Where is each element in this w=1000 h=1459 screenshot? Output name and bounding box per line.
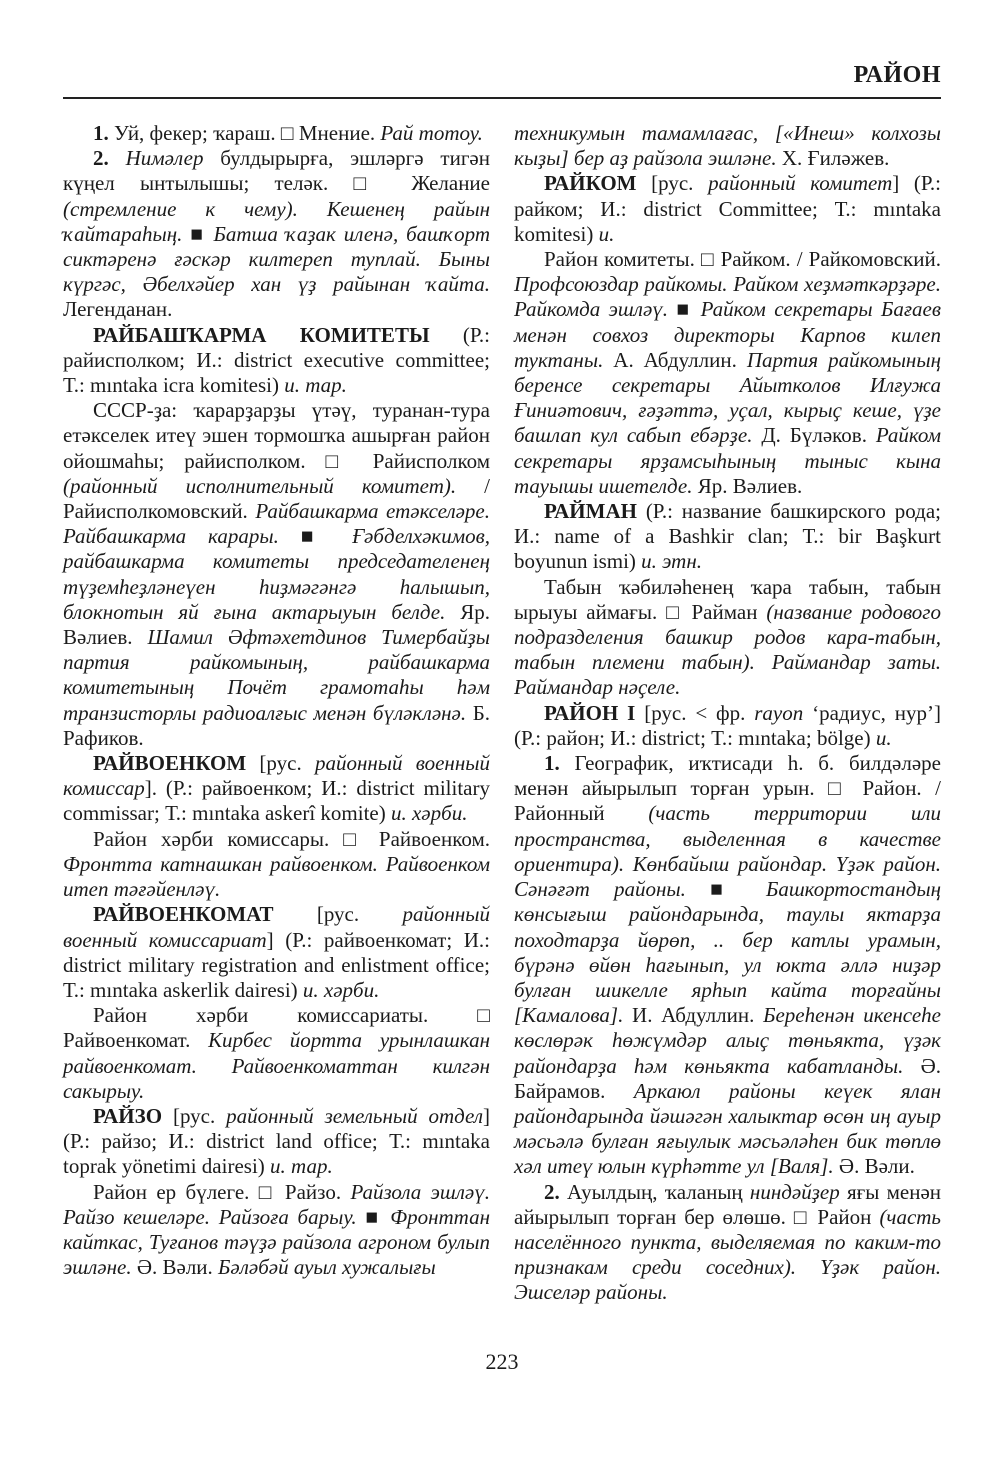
italic-run: ниндәйҙер [749, 1179, 840, 1204]
italic-run: Райбашкарма етәкселәре. Райбашкарма карары. [63, 499, 491, 549]
text-run: Д. Бүләков. [752, 423, 876, 448]
italic-run: Рай тотоу. [380, 121, 483, 145]
italic-run: районный военный комиссариат [63, 902, 490, 952]
text-run: Район комитеты. □ Райком. / Райкомовский. [544, 247, 941, 272]
text-run: Район хәрби комиссариаты. □ Райвоенкомат. [63, 1003, 490, 1053]
text-run: ■ [182, 221, 214, 246]
raybashkarma-definition [63, 398, 490, 751]
header-rule [63, 97, 941, 99]
italic-run: Кирбес йортта урынлашкан райвоенкомат. Райвоенкоматтан килгән сакырыу. [63, 1028, 490, 1103]
italic-run: Партия райкомының беренсе секретары Айытколов Илғужа Ғиниәтович, ғәҙәттә, уҫал, кырыҫ кеше, үҙе башлап кул сабып ебәрҙе. [514, 347, 941, 448]
italic-run: и. [598, 221, 615, 246]
bold-run: 2. [544, 1179, 560, 1204]
bold-run: РАЙОН I [544, 700, 636, 725]
rayzo-definition [63, 1180, 490, 1281]
text-run: булдырырға, эшләргә тигән күңел ынтылышы; теләк. □ Желание [63, 146, 490, 196]
bold-run: РАЙВОЕНКОМ [93, 751, 247, 776]
text-run: А. Абдуллин. [603, 347, 747, 372]
italic-run: Райзола эшләү. Райзо кешеләре. Райзоға барыу. [63, 1179, 490, 1229]
sense-2 [63, 146, 490, 322]
text-run: ] (Р.: райвоенкомат; И.: district military registration and enlistment office; Т.: mıntaka askerlik dairesi) [63, 927, 490, 1002]
text-run: ] (Р.: райком; И.: district Committee; Т.: mıntaka komitesi) [514, 171, 941, 246]
text-run: [рус. < фр. [635, 700, 755, 725]
bold-run: РАЙЗО [93, 1103, 163, 1128]
italic-run: Аркаюл районы кеүек ялан райондарында йәшәгән халыктар өсөн иң ауыр мәсьәлә булған яғыулык мәсьәләһен бик төплө хәл итеү юлын күрһәтте ул [Валя]. [514, 1078, 941, 1179]
italic-run: (часть территории или пространства, выделенная в качестве ориентира). Көнбайыш райондар. Үҙәк район. Сәнәғәт районы. [514, 801, 941, 902]
italic-run: (стремление к чему). Кешенең райын ҡайтараһың. [63, 196, 490, 246]
entry-rayzo [63, 1104, 490, 1180]
text-run: ■ [668, 297, 701, 322]
text-run: ]. (Р.: райвоенком; И.: district military commissar; Т.: mıntaka askerî komite) [63, 776, 490, 826]
italic-run: Ғәбделхәкимов, райбашкарма комитеты председателенең түҙемһеҙләнеүен һиҙмәгәнгә һалышып, блокнотын яй ғына актарыуын белде. [63, 524, 491, 624]
rayman-definition [514, 575, 941, 701]
text-run: Район хәрби комиссары. □ Райвоенком. [93, 826, 490, 851]
text-run: Легенданан. [63, 297, 173, 322]
italic-run: (районный исполнительный комитет). [63, 473, 457, 498]
italic-run: Береһенән икенсеһе көслөрәк һөжүмдәр алыҫ төньякта, үҙәк райондарҙа һәм көньякта кабатланды. [514, 1003, 941, 1078]
entry-rayman [514, 499, 941, 575]
italic-run: и. [875, 725, 892, 750]
rayzo-definition-continued [514, 121, 941, 171]
text-run: Уй, фекер; ҡараш. □ Мнение. [108, 121, 381, 145]
text-run [109, 146, 126, 170]
text-run: (Р.: название башкирского рода; И.: name of a Bashkir clan; Т.: bir Başkurt boyunun ismi) [514, 499, 941, 574]
text-run: ■ [278, 524, 353, 549]
italic-run: Бәләбәй ауыл хужалығы [218, 1255, 436, 1280]
sense-1 [63, 121, 490, 146]
rayon-sense-1 [514, 751, 941, 1179]
text-run: Географик, иҡтисади һ. б. билдәләре менән айырылып торған урын. □ Район. / Районный [514, 751, 941, 826]
text-run: [рус. [273, 902, 403, 927]
italic-run: районный земельный отдел [226, 1103, 483, 1128]
running-head-title: РАЙОН [853, 62, 941, 88]
italic-run: и. хәрби. [390, 801, 468, 826]
rayon-sense-2 [514, 1180, 941, 1306]
italic-run: районный комитет [708, 171, 893, 196]
text-run: [рус. [636, 171, 709, 196]
italic-run: Райком секретары Бағаев менән совхоз директоры Карпов килеп туктаны. [514, 297, 941, 372]
text-run: Табын ҡәбиләһенең ҡара табын, табын ырыуы аймағы. □ Райман [514, 574, 941, 624]
right-column [514, 121, 941, 1306]
italic-run: Райком секретары ярҙамсыһының тыныс кына тауышы ишетелде. [514, 423, 941, 498]
page-number: 223 [485, 1349, 519, 1374]
text-run: Б. Рафиков. [63, 700, 490, 750]
italic-run: Батша ҡаҙак иленә, башҡорт сиктәренә ғәскәр килтереп туплай. Быны күргәс, Әбелхәйер хан үҙ райынан ҡайта. [63, 221, 490, 297]
entry-raykom [514, 171, 941, 247]
rayvoenkomat-definition [63, 1003, 490, 1104]
entry-rayvoenkom [63, 751, 490, 827]
italic-run: (название родового подразделения башкир родов кара-табын, табын племени табын). Раймандар заты. Раймандар нәҫеле. [514, 599, 942, 700]
italic-run: и. тар. [270, 1154, 333, 1179]
raykom-definition [514, 247, 941, 499]
text-run: СССР-ҙа: ҡарарҙарҙы үтәү, туранан-тура етәкселек итеү эшен тормошҡа ашырған район ойошмаһы; райисполком. □ Райисполком [63, 398, 490, 473]
text-run: И. Абдуллин. [623, 1003, 764, 1028]
entry-rayvoenkomat [63, 902, 490, 1003]
bold-run: РАЙМАН [544, 499, 637, 524]
italic-run: и. этн. [641, 549, 702, 574]
italic-run: Фронттан кайткас, Туғанов тәүҙә райзола агроном булып эшләне. [63, 1204, 490, 1280]
bold-run: РАЙКОМ [544, 171, 637, 196]
text-run: Ә. Байрамов. [514, 1053, 941, 1103]
left-column [63, 121, 490, 1306]
text-run: ■ [685, 877, 766, 902]
text-run: Район ер бүлеге. □ Райзо. [93, 1179, 351, 1204]
italic-run: (часть населённого пункта, выделяемая по каким-то признакам среди соседних). Үҙәк район. Эшселәр районы. [514, 1204, 941, 1305]
text-run: [рус. [246, 751, 315, 776]
text-run: ] (Р.: райзо; И.: district land office; Т.: mıntaka toprak yönetimi dairesi) [63, 1103, 490, 1179]
entry-rayon-1 [514, 701, 941, 751]
italic-run: rayon [754, 700, 804, 725]
italic-run: Профсоюздар райкомы. Райком хеҙмәткәрҙәре. Райкомда эшләү. [514, 272, 941, 322]
text-run: Ә. Вәли. [131, 1255, 219, 1280]
italic-run: Нимәлер [125, 146, 204, 171]
italic-run: и. тар. [284, 373, 347, 398]
text-run: ■ [356, 1204, 391, 1229]
bold-run: РАЙБАШҠАРМА КОМИТЕТЫ [93, 322, 430, 347]
bold-run: 2. [93, 146, 109, 171]
bold-run: 1. [93, 121, 109, 145]
entry-raybashkarma-komitety [63, 323, 490, 399]
rayvoenkom-definition [63, 827, 490, 903]
italic-run: Башкортостандың көнсығыш райондарында, таулы яктарҙа походтарҙа йөрөп, .. бер катлы урамын, бүрәнә өйөн һағынып, ул юкта әллә ниҙәр булған шикелле ярһып кайта торғайны [Камалова]. [514, 877, 942, 1028]
text-run: (Р.: райисполком; И.: district executive committee; Т.: mıntaka icra komitesi) [63, 322, 490, 398]
text-run: / Райисполкомовский. [63, 473, 491, 524]
italic-run: Фронтта катнашкан райвоенком. Райвоенком итеп тәғәйенләү. [63, 851, 490, 902]
text-run: Ауылдың, ҡаланың [559, 1179, 750, 1204]
text-run: [рус. [162, 1103, 227, 1128]
text-run: Х. Ғиләжев. [776, 146, 890, 171]
text-columns [63, 121, 941, 1306]
italic-run: и. хәрби. [302, 977, 380, 1002]
bold-run: 1. [544, 751, 560, 776]
text-run: ‘радиус, нур’] (Р.: район; И.: district; Т.: mıntaka; bölge) [514, 700, 941, 750]
italic-run: техникумын тамамлағас, [«Инеш» колхозы кыҙы] бер аҙ райзола эшләне. [514, 121, 941, 171]
text-run: Яр. Вәлиев. [692, 473, 803, 498]
text-run: яғы менән айырылып торған бер өлөшө. □ Район [514, 1179, 942, 1229]
italic-run: районный военный комиссар [63, 751, 490, 801]
bold-run: РАЙВОЕНКОМАТ [93, 902, 274, 927]
text-run: Ә. Вәли. [833, 1154, 915, 1179]
italic-run: Шамил Әфтәхетдинов Тимербайҙы партия райкомының, райбашкарма комитетының Почёт грамотаһы һәм транзисторлы радиоалғыс менән бүләкләнә. [63, 625, 490, 725]
text-run: Яр. Вәлиев. [63, 599, 490, 650]
